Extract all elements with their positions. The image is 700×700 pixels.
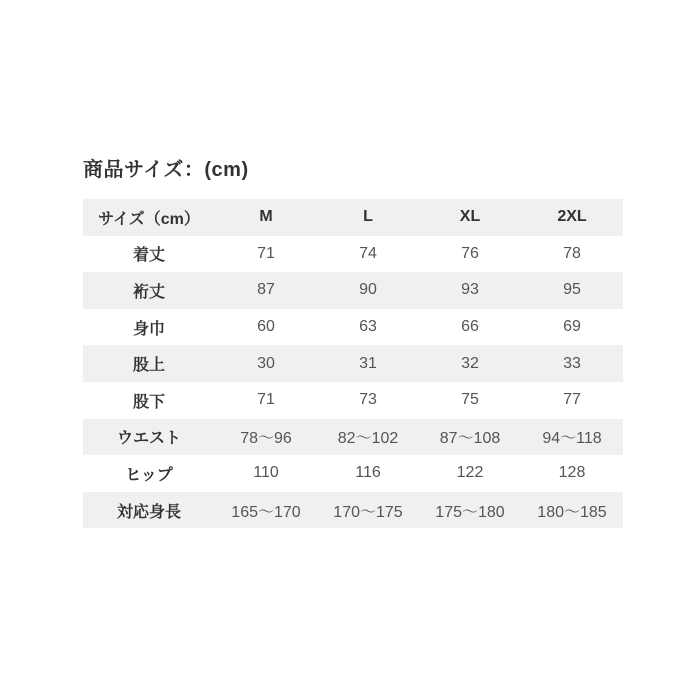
header-cell-l: L [363,208,373,226]
value-cell: 75 [461,391,479,409]
value-cell: 87 [257,281,275,299]
size-chart-section [83,157,623,528]
value-cell: 31 [359,354,377,372]
value-cell: 122 [456,464,484,482]
value-cell: 74 [359,244,377,262]
table-row-yukitake [83,272,623,309]
value-cell: 128 [558,464,586,482]
value-cell: 71 [257,244,275,262]
value-cell: 170〜175 [333,503,403,521]
value-cell: 32 [461,354,479,372]
value-cell: 60 [257,318,275,336]
value-cell: 33 [563,354,581,372]
value-cell: 76 [461,244,479,262]
value-cell: 93 [461,281,479,299]
header-cell-xl: XL [459,208,481,226]
table-row-waist [83,419,623,456]
value-cell: 87〜108 [439,430,501,448]
row-label: 股上 [132,357,165,375]
row-label: ウエスト [116,430,181,448]
value-cell: 77 [563,391,581,409]
row-label: 裄丈 [132,283,165,301]
row-label: 股下 [132,393,165,411]
table-row-mataue [83,345,623,382]
value-cell: 90 [359,281,377,299]
value-cell: 63 [359,318,377,336]
value-cell: 95 [563,281,581,299]
page-title: 商品サイズ：(cm) [83,159,249,181]
value-cell: 78〜96 [240,430,292,448]
value-cell: 30 [257,354,275,372]
table-row-matashita [83,382,623,419]
table-row-kitake [83,236,623,273]
table-row-hip [83,455,623,492]
table-row-mihaba [83,309,623,346]
header-cell-m: M [259,208,273,226]
value-cell: 116 [355,464,381,482]
value-cell: 71 [257,391,275,409]
row-label: 身巾 [132,320,165,338]
value-cell: 180〜185 [537,503,607,521]
value-cell: 165〜170 [231,503,301,521]
row-label: 対応身長 [116,503,181,521]
row-label: 着丈 [132,247,165,265]
value-cell: 78 [563,244,581,262]
value-cell: 94〜118 [542,430,602,448]
value-cell: 66 [461,318,479,336]
header-cell-size-label: サイズ（cm） [98,210,200,228]
table-header-row [83,199,623,236]
size-chart-table [83,199,623,528]
value-cell: 73 [359,391,377,409]
value-cell: 82〜102 [337,430,399,448]
value-cell: 175〜180 [435,503,505,521]
row-label: ヒップ [125,466,173,484]
value-cell: 110 [253,464,279,482]
table-row-taioushincho [83,492,623,529]
header-cell-2xl: 2XL [557,208,587,226]
value-cell: 69 [563,318,581,336]
